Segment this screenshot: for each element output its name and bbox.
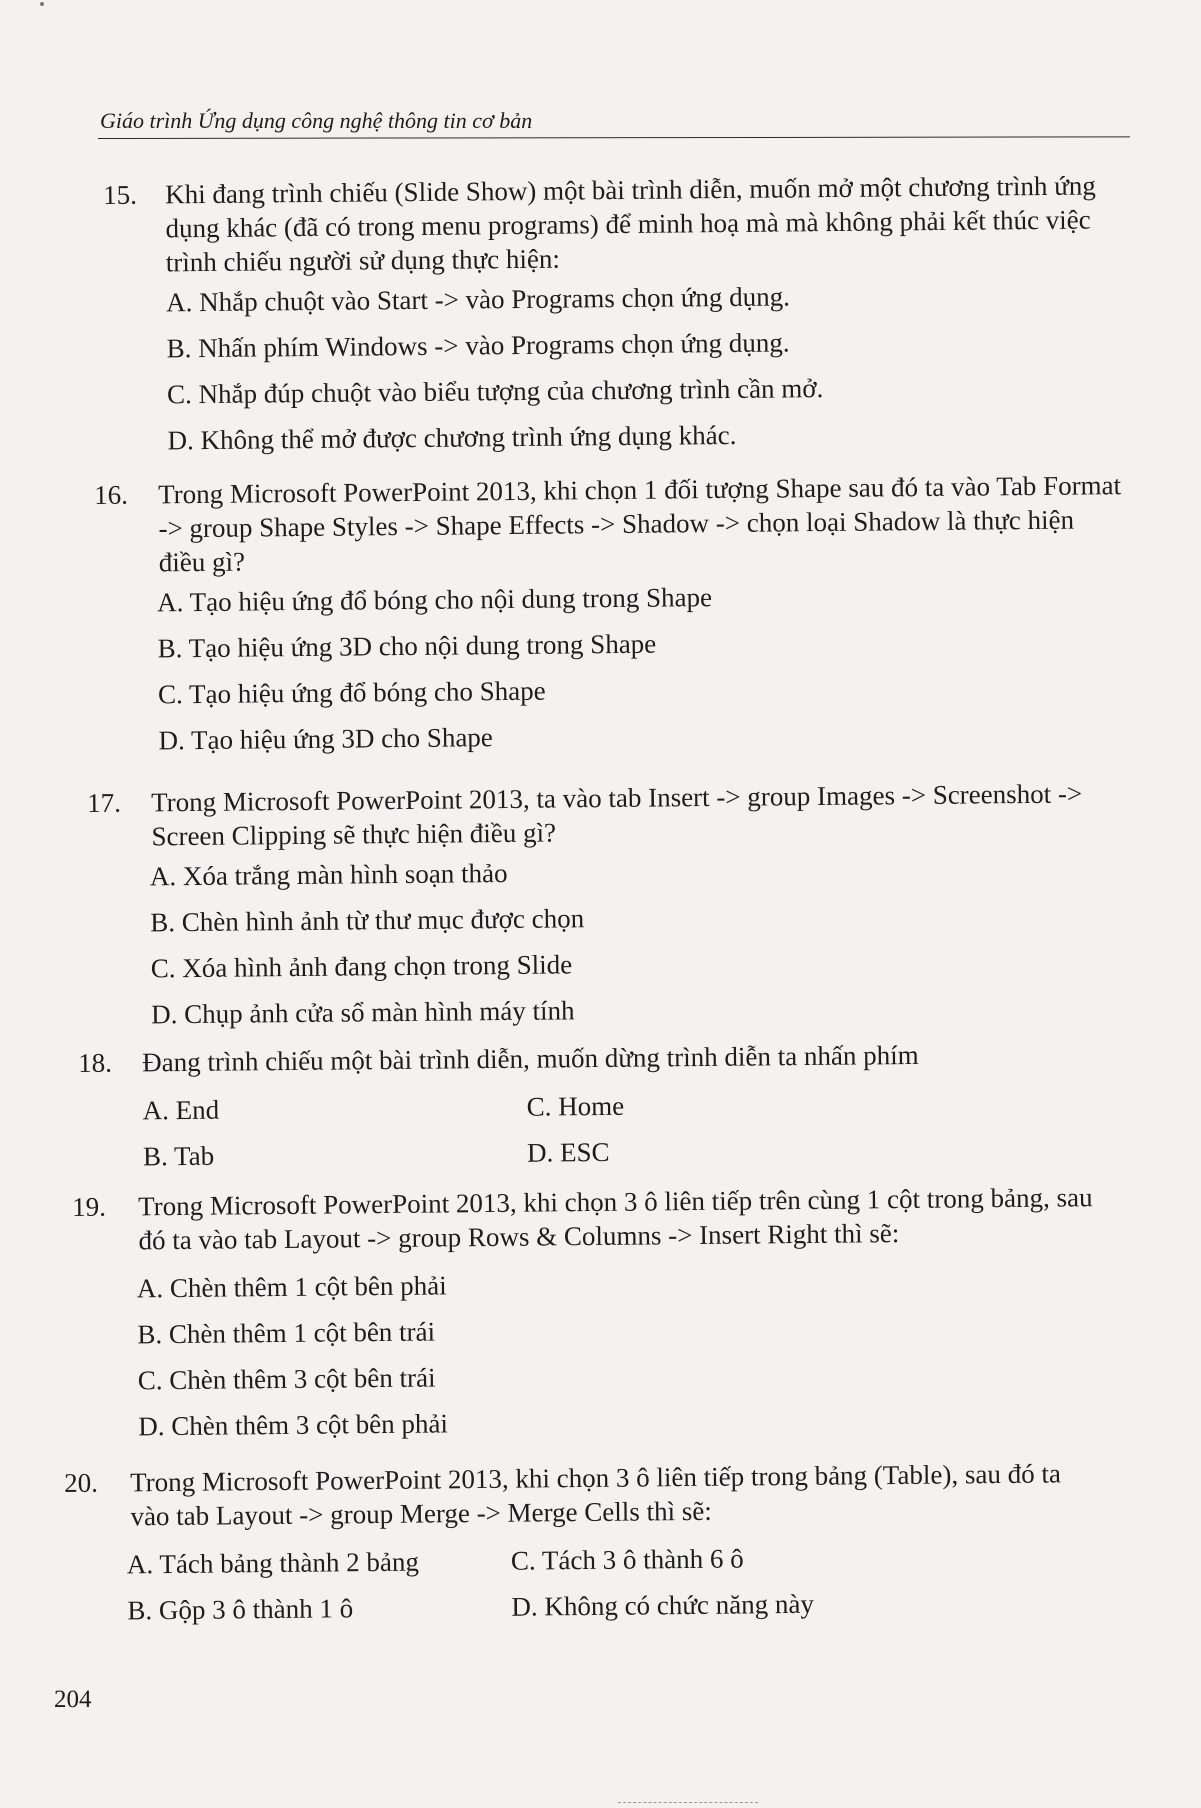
option-d: D. Chèn thêm 3 cột bên phải xyxy=(138,1408,449,1442)
option-d: D. Tạo hiệu ứng 3D cho Shape xyxy=(158,722,493,756)
option-a: A. End xyxy=(142,1094,220,1126)
option-d: D. Chụp ảnh cửa sổ màn hình máy tính xyxy=(151,995,575,1030)
option-c: C. Home xyxy=(526,1090,625,1122)
option-b: B. Chèn thêm 1 cột bên trái xyxy=(137,1316,436,1350)
option-grid xyxy=(142,1086,927,1186)
option-b: B. Nhấn phím Windows -> vào Programs chọn ứng dụng. xyxy=(166,327,790,364)
question-15 xyxy=(103,168,1133,456)
option-c: C. Tạo hiệu ứng đổ bóng cho Shape xyxy=(157,675,546,710)
option-a: A. Tách bảng thành 2 bảng xyxy=(126,1546,420,1580)
question-text: Trong Microsoft PowerPoint 2013, khi chọn 1 đối tượng Shape sau đó ta vào Tab Format -> group Shape Styles -> Shape Effects -> Shadow -> chọn loại Shadow là thực hiện điều gì? xyxy=(158,470,1122,578)
question-17 xyxy=(87,776,1117,1030)
question-number: 16. xyxy=(94,479,129,510)
option-b: B. Chèn hình ảnh từ thư mục được chọn xyxy=(150,903,585,938)
option-c: C. Tách 3 ô thành 6 ô xyxy=(510,1543,744,1576)
option-a: A. Xóa trắng màn hình soạn thảo xyxy=(149,857,508,892)
option-a: A. Tạo hiệu ứng đổ bóng cho nội dung trong Shape xyxy=(157,582,713,618)
question-20 xyxy=(64,1456,1104,1626)
option-c: C. Chèn thêm 3 cột bên trái xyxy=(137,1362,436,1396)
question-number: 20. xyxy=(64,1467,99,1498)
option-c: C. Nhắp đúp chuột vào biểu tượng của chương trình cần mở. xyxy=(166,373,824,410)
option-d: D. Không có chức năng này xyxy=(511,1588,815,1622)
option-d: D. ESC xyxy=(526,1136,610,1168)
question-number: 18. xyxy=(78,1047,113,1078)
option-b: B. Tab xyxy=(142,1140,215,1172)
option-list xyxy=(166,279,824,469)
option-list xyxy=(150,855,586,1043)
option-d: D. Không thể mở được chương trình ứng dụng khác. xyxy=(167,419,737,456)
question-number: 15. xyxy=(103,179,138,210)
question-text: Trong Microsoft PowerPoint 2013, ta vào tab Insert -> group Images -> Screenshot -> Screen Clipping sẽ thực hiện điều gì? xyxy=(151,778,1083,852)
option-c: C. Xóa hình ảnh đang chọn trong Slide xyxy=(150,949,573,984)
question-number: 17. xyxy=(87,787,122,818)
option-a: A. Chèn thêm 1 cột bên phải xyxy=(136,1270,447,1304)
option-b: B. Tạo hiệu ứng 3D cho nội dung trong Shape xyxy=(157,628,657,664)
option-list xyxy=(137,1268,448,1455)
running-header: Giáo trình Ứng dụng công nghệ thông tin cơ bản xyxy=(100,108,533,133)
question-number: 19. xyxy=(72,1191,107,1222)
option-grid xyxy=(127,1540,912,1640)
option-list xyxy=(157,580,714,769)
question-text: Khi đang trình chiếu (Slide Show) một bài trình diễn, muốn mở một chương trình ứng dụng khác (đã có trong menu programs) để minh hoạ mà mà không phải kết thúc việc trình chiếu người sử dụng thực hiện: xyxy=(165,170,1096,278)
page-number: 204 xyxy=(54,1686,92,1713)
question-text: Trong Microsoft PowerPoint 2013, khi chọn 3 ô liên tiếp trong bảng (Table), sau đó ta vào tab Layout -> group Merge -> Merge Cells thì sẽ: xyxy=(130,1458,1062,1532)
question-text: Trong Microsoft PowerPoint 2013, khi chọn 3 ô liên tiếp trên cùng 1 cột trong bảng, sau đó ta vào tab Layout -> group Rows & Columns -> Insert Right thì sẽ: xyxy=(138,1182,1093,1256)
question-text: Đang trình chiếu một bài trình diễn, muốn dừng trình diễn ta nhấn phím xyxy=(142,1039,919,1078)
question-16 xyxy=(94,468,1124,756)
scan-edge-mark xyxy=(618,1802,758,1803)
option-b: B. Gộp 3 ô thành 1 ô xyxy=(127,1593,354,1626)
option-a: A. Nhắp chuột vào Start -> vào Programs chọn ứng dụng. xyxy=(166,281,791,318)
